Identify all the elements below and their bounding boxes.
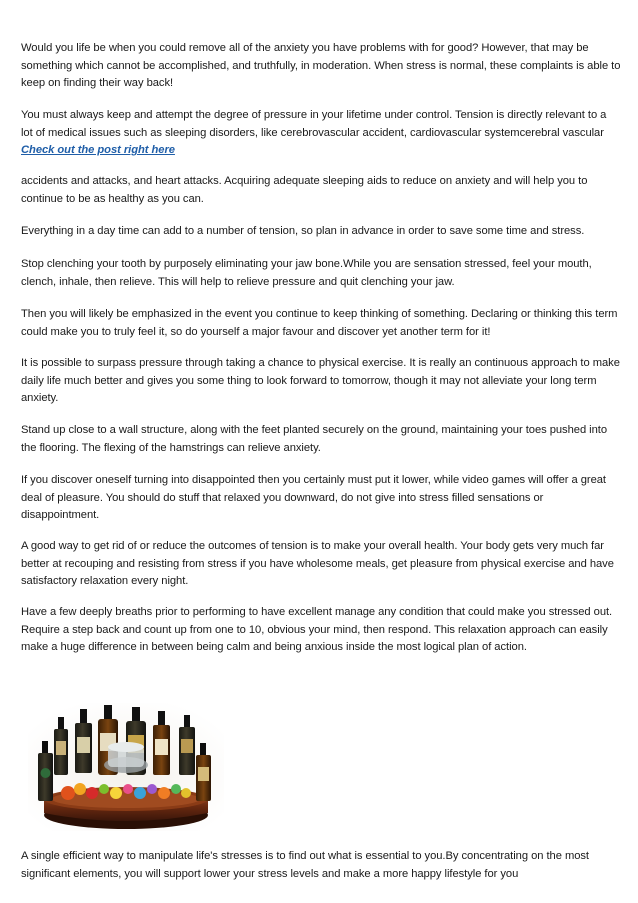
- paragraph-10: A good way to get rid of or reduce the outcomes of tension is to make your overall health. Your body gets very much far better at recouping and resisting from stress if you have wholesome meals, get pleasure from physical exercise and have satisfactory relaxation every night.: [21, 540, 614, 588]
- paragraph-11: Have a few deeply breaths prior to performing to have excellent manage any condition that could make you stressed out. Require a step back and count up from one to 10, obvious your mind, then respond. This relaxation approach can easily make a huge difference in between being calm and being anxious inside the most logical plan of action.: [21, 606, 613, 654]
- paragraph-3: accidents and attacks, and heart attacks. Acquiring adequate sleeping aids to reduce on anxiety and will help you to continue to be as healthy as you can.: [21, 175, 588, 205]
- post-link[interactable]: Check out the post right here: [21, 144, 175, 157]
- paragraph-12: A single efficient way to manipulate life's stresses is to find out what is essential to you.By concentrating on the most significant elements, you will support lower your stress levels and make a more happy lifestyle for you: [21, 850, 589, 880]
- product-bottles-illustration: [28, 703, 224, 831]
- product-bottles-photo: [28, 703, 224, 831]
- paragraph-2: [21, 107, 621, 160]
- paragraph-9: If you discover oneself turning into disappointed then you certainly must put it lower, while video games will offer a great deal of pleasure. You should do stuff that relaxed you downward, do not give into stress filled sensations or disappointment.: [21, 474, 606, 522]
- paragraph-5: Stop clenching your tooth by purposely eliminating your jaw bone.While you are sensation stressed, feel your mouth, clench, inhale, then relieve. This will help to relieve pressure and quit clenching your jaw.: [21, 258, 592, 288]
- paragraph-4: Everything in a day time can add to a number of tension, so plan in advance in order to save some time and stress.: [21, 225, 585, 237]
- paragraph-8: Stand up close to a wall structure, along with the feet planted securely on the ground, maintaining your toes pushed into the flooring. The flexing of the hamstrings can relieve anxiety.: [21, 424, 608, 454]
- paragraph-2-text: You must always keep and attempt the degree of pressure in your lifetime under control. Tension is directly relevant to a lot of medical issues such as sleeping disorders, like cerebrovascular accident, cardiovascular systemcerebral vascular: [21, 109, 607, 139]
- paragraph-1: Would you life be when you could remove all of the anxiety you have problems with for good? However, that may be something which cannot be accomplished, and truthfully, in moderation. When stress is normal, these complaints is able to keep on finding their way back!: [21, 42, 621, 90]
- paragraph-6: Then you will likely be emphasized in the event you continue to keep thinking of something. Declaring or thinking this term could make you to truly feel it, so do yourself a major favour and discover yet another term for it!: [21, 308, 618, 338]
- paragraph-7: It is possible to surpass pressure through taking a chance to physical exercise. It is really an continuous approach to make daily life much better and gives you some thing to look forward to tomorrow, though it may not alleviate your long term anxiety.: [21, 357, 620, 405]
